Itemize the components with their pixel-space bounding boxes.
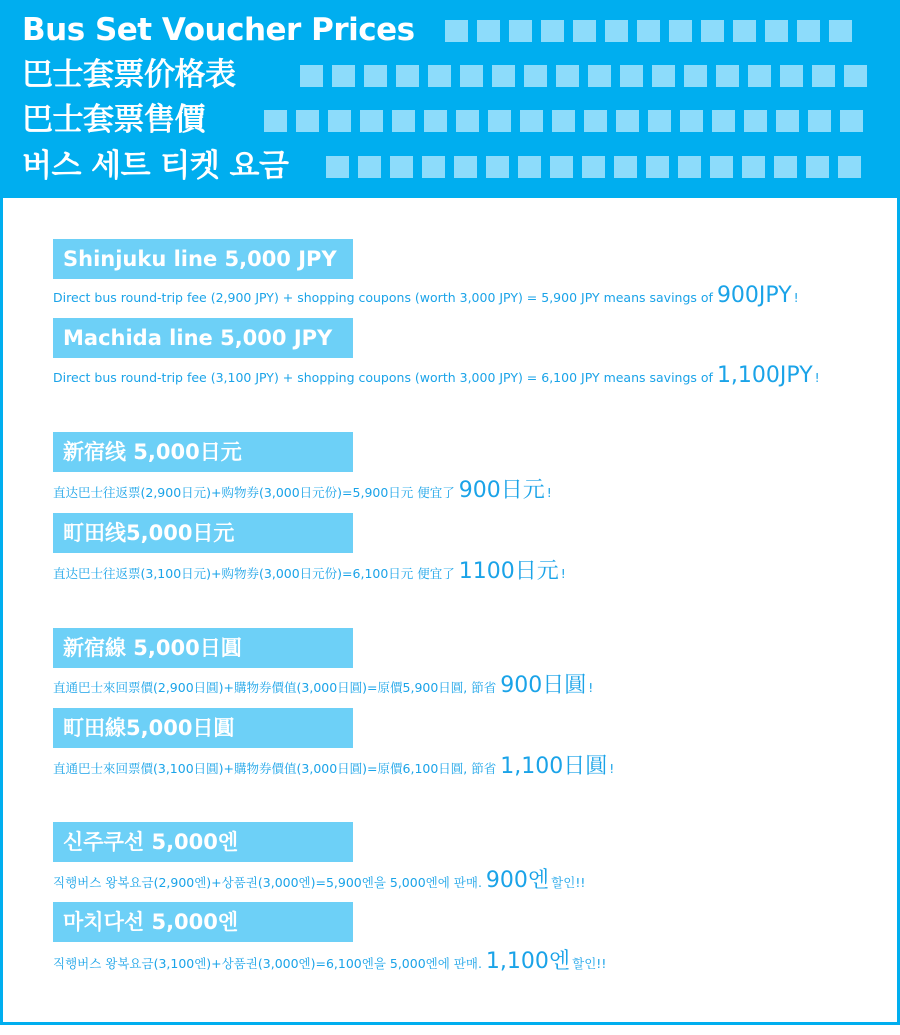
decorative-square [296,110,319,132]
title-english-text: Bus Set Voucher Prices [22,12,415,48]
decorative-square [556,65,579,87]
decorative-square [701,20,724,42]
title-traditional-chinese-text: 巴士套票售價 [22,102,205,138]
desc-tail: ! [793,290,799,305]
title-korean [22,146,288,186]
savings-amount: 900JPY [716,283,792,308]
decorative-square [445,20,468,42]
decorative-square [360,110,383,132]
decorative-square [460,65,483,87]
title-traditional-chinese [22,100,205,140]
savings-amount: 1,100엔 [485,949,571,974]
title-simplified-chinese [22,55,236,95]
route-desc-machida-ko [53,948,893,976]
decorative-square [456,110,479,132]
title-english [22,10,415,50]
decorative-square [552,110,575,132]
savings-amount: 1,100日圓 [500,754,608,779]
desc-tail: 할인!! [551,875,586,890]
decorative-square [620,65,643,87]
decorative-square [808,110,831,132]
savings-amount: 900日元 [458,478,545,503]
decorative-square [509,20,532,42]
decorative-square [748,65,771,87]
decorative-square [396,65,419,87]
decorative-square [428,65,451,87]
route-label-shinjuku-ko: 신주쿠선 5,000엔 [53,822,353,862]
decorative-square [422,156,445,178]
decorative-square [712,110,735,132]
decorative-square [588,65,611,87]
route-desc-machida-zh-tw [53,753,893,781]
decorative-square [364,65,387,87]
decorative-square [648,110,671,132]
decorative-square [678,156,701,178]
decorative-square [518,156,541,178]
decorative-square [669,20,692,42]
route-desc-shinjuku-zh-tw [53,672,893,700]
decorative-square [616,110,639,132]
desc-text: 直达巴士往返票(2,900日元)+购物券(3,000日元份)=5,900日元 便宜了 [53,485,455,500]
route-desc-machida-en [53,362,893,390]
desc-tail: ! [814,370,820,385]
decorative-square [392,110,415,132]
savings-amount: 1100日元 [458,559,559,584]
route-label-machida-ko: 마치다선 5,000엔 [53,902,353,942]
decorative-square [637,20,660,42]
decorative-square [390,156,413,178]
decorative-square [812,65,835,87]
decorative-squares [445,20,852,42]
decorative-square [829,20,852,42]
decorative-square [838,156,861,178]
decorative-square [797,20,820,42]
decorative-square [326,156,349,178]
desc-tail: ! [546,485,552,500]
decorative-square [541,20,564,42]
decorative-square [806,156,829,178]
decorative-square [488,110,511,132]
decorative-square [614,156,637,178]
decorative-square [710,156,733,178]
route-desc-machida-zh-cn [53,558,893,586]
desc-text: 직행버스 왕복요금(3,100엔)+상품권(3,000엔)=6,100엔을 5,000엔에 판매. [53,956,482,971]
decorative-square [742,156,765,178]
decorative-square [646,156,669,178]
desc-text: 直通巴士來回票價(2,900日圓)+購物券價值(3,000日圓)=原價5,900日圓, 節省 [53,680,497,695]
decorative-square [840,110,863,132]
decorative-square [780,65,803,87]
desc-tail: ! [560,566,566,581]
savings-amount: 1,100JPY [716,363,813,388]
decorative-square [550,156,573,178]
route-label-shinjuku-zh-tw: 新宿線 5,000日圓 [53,628,353,668]
decorative-square [328,110,351,132]
decorative-square [524,65,547,87]
desc-tail: ! [609,761,615,776]
route-desc-shinjuku-ko [53,867,893,895]
decorative-square [424,110,447,132]
content-frame [0,198,900,1025]
desc-tail: 할인!! [572,956,607,971]
decorative-square [744,110,767,132]
route-label-machida-zh-tw: 町田線5,000日圓 [53,708,353,748]
decorative-square [716,65,739,87]
decorative-square [774,156,797,178]
desc-text: 直通巴士來回票價(3,100日圓)+購物券價值(3,000日圓)=原價6,100日圓, 節省 [53,761,497,776]
decorative-square [582,156,605,178]
decorative-square [454,156,477,178]
decorative-squares [326,156,861,178]
route-label-machida-zh-cn: 町田线5,000日元 [53,513,353,553]
decorative-square [765,20,788,42]
decorative-square [684,65,707,87]
route-desc-shinjuku-en [53,282,893,310]
decorative-square [332,65,355,87]
route-label-machida-en: Machida line 5,000 JPY [53,318,353,358]
decorative-square [264,110,287,132]
desc-tail: ! [588,680,594,695]
decorative-square [520,110,543,132]
decorative-square [300,65,323,87]
decorative-squares [300,65,867,87]
desc-text: Direct bus round-trip fee (2,900 JPY) + shopping coupons (worth 3,000 JPY) = 5,900 JPY means savings of [53,290,713,305]
header-banner [0,0,900,198]
decorative-square [652,65,675,87]
savings-amount: 900엔 [485,868,550,893]
decorative-square [358,156,381,178]
decorative-square [584,110,607,132]
decorative-square [680,110,703,132]
title-korean-text: 버스 세트 티켓 요금 [22,148,289,184]
decorative-square [477,20,500,42]
decorative-square [573,20,596,42]
desc-text: Direct bus round-trip fee (3,100 JPY) + shopping coupons (worth 3,000 JPY) = 6,100 JPY means savings of [53,370,713,385]
decorative-square [733,20,756,42]
decorative-squares [264,110,863,132]
route-label-shinjuku-zh-cn: 新宿线 5,000日元 [53,432,353,472]
decorative-square [486,156,509,178]
desc-text: 直达巴士往返票(3,100日元)+购物券(3,000日元份)=6,100日元 便宜了 [53,566,455,581]
decorative-square [776,110,799,132]
decorative-square [492,65,515,87]
savings-amount: 900日圓 [500,673,587,698]
route-desc-shinjuku-zh-cn [53,477,893,505]
title-simplified-chinese-text: 巴士套票价格表 [22,57,236,93]
decorative-square [844,65,867,87]
desc-text: 직행버스 왕복요금(2,900엔)+상품권(3,000엔)=5,900엔을 5,000엔에 판매. [53,875,482,890]
decorative-square [605,20,628,42]
route-label-shinjuku-en: Shinjuku line 5,000 JPY [53,239,353,279]
